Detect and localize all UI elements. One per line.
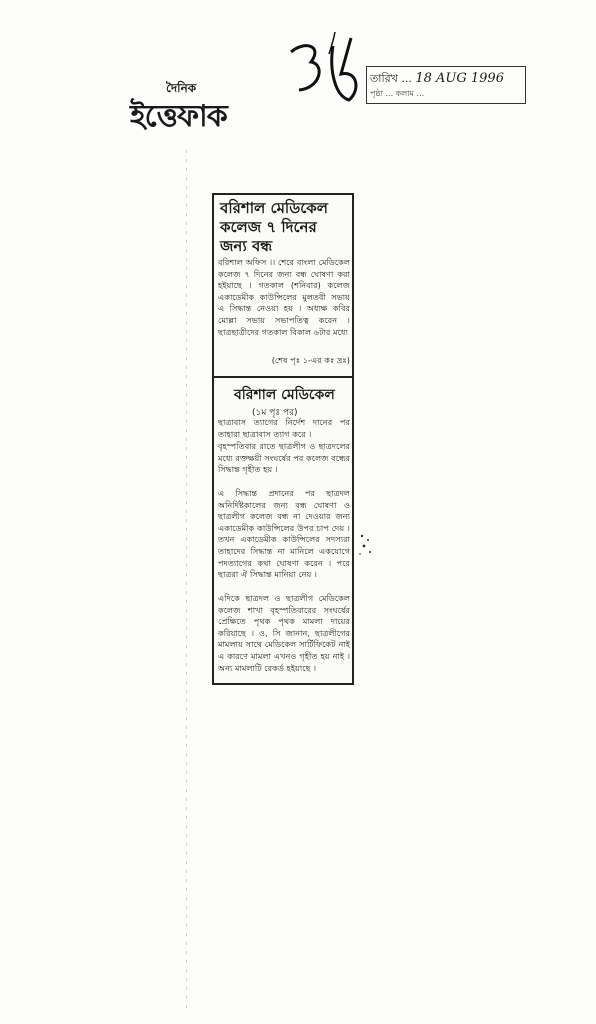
ink-smudge xyxy=(356,530,376,560)
article-lead: বরিশাল অফিস ।। শেরে বাংলা মেডিকেল কলেজ ৭ দিনের জন্য বন্ধ ঘোষণা করা হইয়াছে । গতকাল (শনিবার) কলেজ একাডেমীক কাউন্সিলের মুলতবী সভায় এ সিদ্ধান্ত নেওয়া হয় । অধ্যক্ষ কবির মোল্লা সভায় সভাপতিত্ব করেন । ছাত্রছাত্রীদের গতকাল বিকাল ৬টার মধ্যে xyxy=(218,257,350,337)
stamp-date-label: তারিখ ... xyxy=(370,72,412,85)
article-paragraph: বৃহস্পতিবার রাতে ছাত্রলীগ ও ছাত্রদলের মধ্যে রক্তক্ষয়ী সংঘর্ষের পর কলেজ বন্ধের সিদ্ধান্ত গৃহীত হয় । xyxy=(218,441,350,475)
stamp-page-label: পৃষ্ঠা ... কলাম ... xyxy=(370,89,425,98)
article-paragraph: এ সিদ্ধান্ত প্রদানের পর ছাত্রদল অনির্দিষ্টকালের জন্য বন্ধ ঘোষণা ও ছাত্রলীগ কলেজ বন্ধ না দেওয়ার জন্য একাডেমীক কাউন্সিলের উপর চাপ দেয় । তখন একাডেমীক কাউন্সিলের সদস্যরা তাহাদের সিদ্ধান্ত না মানিলে একযোগে পদত্যাগের কথা ঘোষণা করেন । পরে ছাত্ররা ঐ সিদ্ধান্ত মানিয়া নেয় । xyxy=(218,488,350,580)
stamp-date-value: 18 AUG 1996 xyxy=(415,71,504,86)
newspaper-masthead xyxy=(130,80,260,140)
continuation-headline: বরিশাল মেডিকেল xyxy=(234,387,335,403)
stamp-date-row xyxy=(370,70,504,89)
fold-line xyxy=(186,150,187,1010)
masthead-daily-label: দৈনিক xyxy=(166,81,197,95)
article-paragraph: ছাত্রাবাস ত্যাগের নির্দেশ দানের পর তাহারা ছাত্রাবাস ত্যাগ করে । xyxy=(218,417,350,439)
archive-date-stamp xyxy=(366,66,526,106)
masthead-name: ইত্তেফাক xyxy=(130,99,227,134)
article-headline: বরিশাল মেডিকেল কলেজ ৭ দিনের জন্য বন্ধ xyxy=(220,199,328,255)
newspaper-clipping xyxy=(212,193,354,685)
continued-from-note: (১ম পৃঃ পর) xyxy=(252,408,298,418)
handwritten-number-mark xyxy=(285,30,365,110)
clipping-divider xyxy=(214,376,352,378)
article-paragraph: এদিকে ছাত্রদল ও ছাত্রলীগ মেডিকেল কলেজ শাখা বৃহস্পতিবারের সংঘর্ষের প্রেক্ষিতে পৃথক পৃথক মামলা দায়ের করিয়াছে । ও, সি জানান, ছাত্রলীগের মামলায় সাথে মেডিকেল সার্টিফিকেট নাই এ কারণে মামলা এখনও গৃহীত হয় নাই । অন্য মামলাটি রেকর্ড হইয়াছে । xyxy=(218,593,350,673)
article-continued-to: (শেষ পৃঃ ১-এর কঃ দ্রঃ) xyxy=(271,355,350,365)
